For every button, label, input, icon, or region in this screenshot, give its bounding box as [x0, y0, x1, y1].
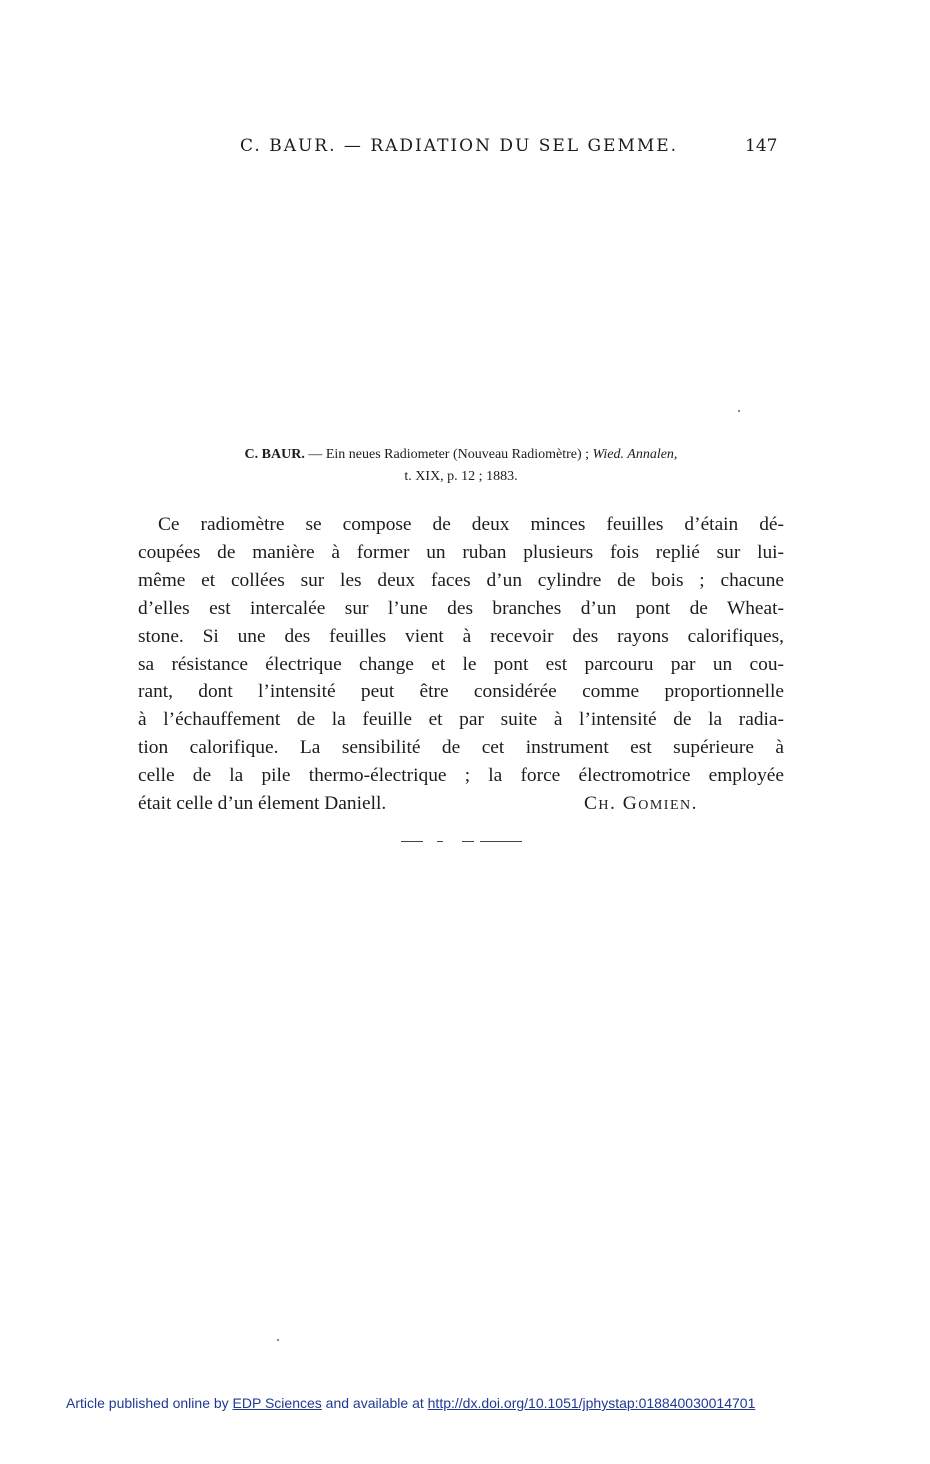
body-line: sa résistance électrique change et le pont est parcouru par un cou-	[138, 653, 784, 675]
body-line: Ce radiomètre se compose de deux minces feuilles d’étain dé-	[158, 514, 784, 535]
body-line: à l’échauffement de la feuille et par suite à l’intensité de la radia-	[138, 709, 784, 731]
reference-line-1	[140, 444, 782, 466]
article-body	[138, 511, 784, 818]
end-rule-segment	[462, 841, 474, 842]
reference-details: t. XIX, p. 12 ; 1883.	[404, 469, 518, 484]
body-line: coupées de manière à former un ruban plusieurs fois replié sur lui-	[138, 541, 784, 563]
reference-journal: Wied. Annalen,	[592, 447, 678, 462]
page-number: 147	[745, 136, 778, 156]
body-line-last	[138, 790, 784, 818]
body-line: d’elles est intercalée sur l’une des branches d’un pont de Wheat-	[138, 597, 784, 619]
body-line: tion calorifique. La sensibilité de cet instrument est supérieure à	[138, 737, 784, 759]
running-title: C. BAUR. — RADIATION DU SEL GEMME.	[240, 136, 679, 156]
scan-speck	[277, 1339, 279, 1341]
footer-middle: and available at	[325, 1395, 424, 1411]
footer	[66, 1395, 755, 1411]
body-line: stone. Si une des feuilles vient à recevoir des rayons calorifiques,	[138, 625, 784, 647]
reference-title: — Ein neues Radiometer (Nouveau Radiomètre) ;	[308, 447, 590, 462]
reference-author: C. BAUR.	[244, 447, 305, 462]
footer-prefix: Article published online by	[66, 1395, 229, 1411]
end-rule-segment	[437, 841, 443, 842]
body-line: rant, dont l’intensité peut être considérée comme proportionnelle	[138, 681, 784, 703]
bibliographic-reference	[140, 444, 782, 488]
body-line-final-text: était celle d’un élement Daniell.	[138, 793, 387, 815]
doi-link[interactable]: http://dx.doi.org/10.1051/jphystap:018840030014701	[427, 1395, 756, 1411]
body-line: même et collées sur les deux faces d’un cylindre de bois ; chacune	[138, 569, 784, 591]
publisher-link[interactable]: EDP Sciences	[232, 1395, 322, 1411]
signature: Ch. Gomien.	[584, 793, 698, 815]
end-rule-segment	[401, 841, 423, 842]
scan-speck	[738, 410, 740, 412]
body-line: celle de la pile thermo-électrique ; la force électromotrice employée	[138, 765, 784, 787]
end-rule-segment	[480, 841, 522, 842]
